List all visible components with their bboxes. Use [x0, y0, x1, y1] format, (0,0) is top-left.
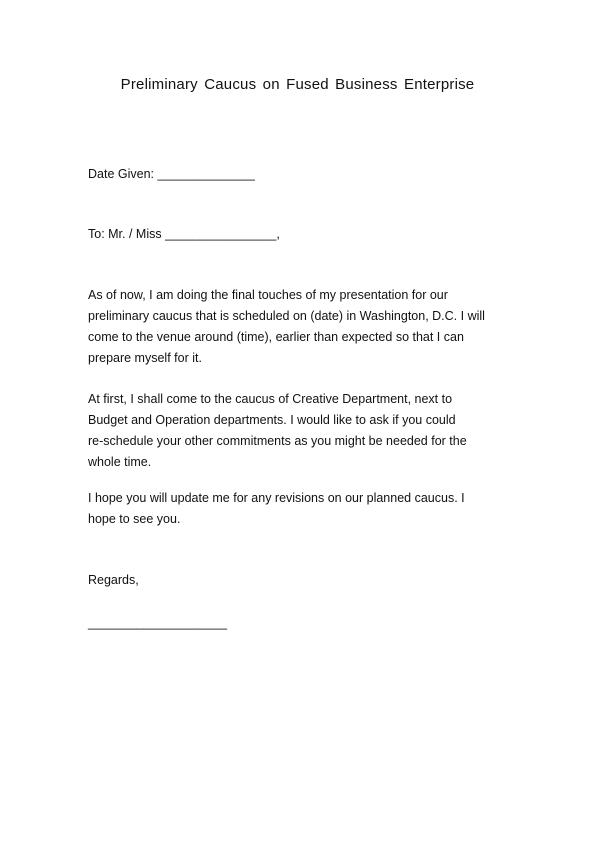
paragraph-3-line: I hope you will update me for any revisions on our planned caucus. I [88, 491, 465, 505]
paragraph-2 [88, 389, 508, 473]
paragraph-1-line: come to the venue around (time), earlier than expected so that I can [88, 330, 464, 344]
paragraph-3-line: hope to see you. [88, 512, 181, 526]
paragraph-1-line: preliminary caucus that is scheduled on (date) in Washington, D.C. I will [88, 309, 485, 323]
paragraph-2-line: re-schedule your other commitments as you might be needed for the [88, 434, 467, 448]
closing-text: Regards, [88, 573, 139, 587]
paragraph-2-line: whole time. [88, 455, 152, 469]
paragraph-2-line: Budget and Operation departments. I would like to ask if you could [88, 413, 456, 427]
date-given-line: Date Given: ______________ [88, 167, 255, 181]
paragraph-1-line: As of now, I am doing the final touches of my presentation for our [88, 288, 448, 302]
recipient-line: To: Mr. / Miss ________________, [88, 227, 280, 241]
paragraph-3 [88, 488, 508, 530]
paragraph-1-line: prepare myself for it. [88, 351, 202, 365]
paragraph-2-line: At first, I shall come to the caucus of Creative Department, next to [88, 392, 453, 406]
document-title: Preliminary Caucus on Fused Business Enterprise [120, 76, 475, 93]
signature-line: ____________________ [88, 616, 228, 630]
paragraph-1 [88, 285, 508, 369]
